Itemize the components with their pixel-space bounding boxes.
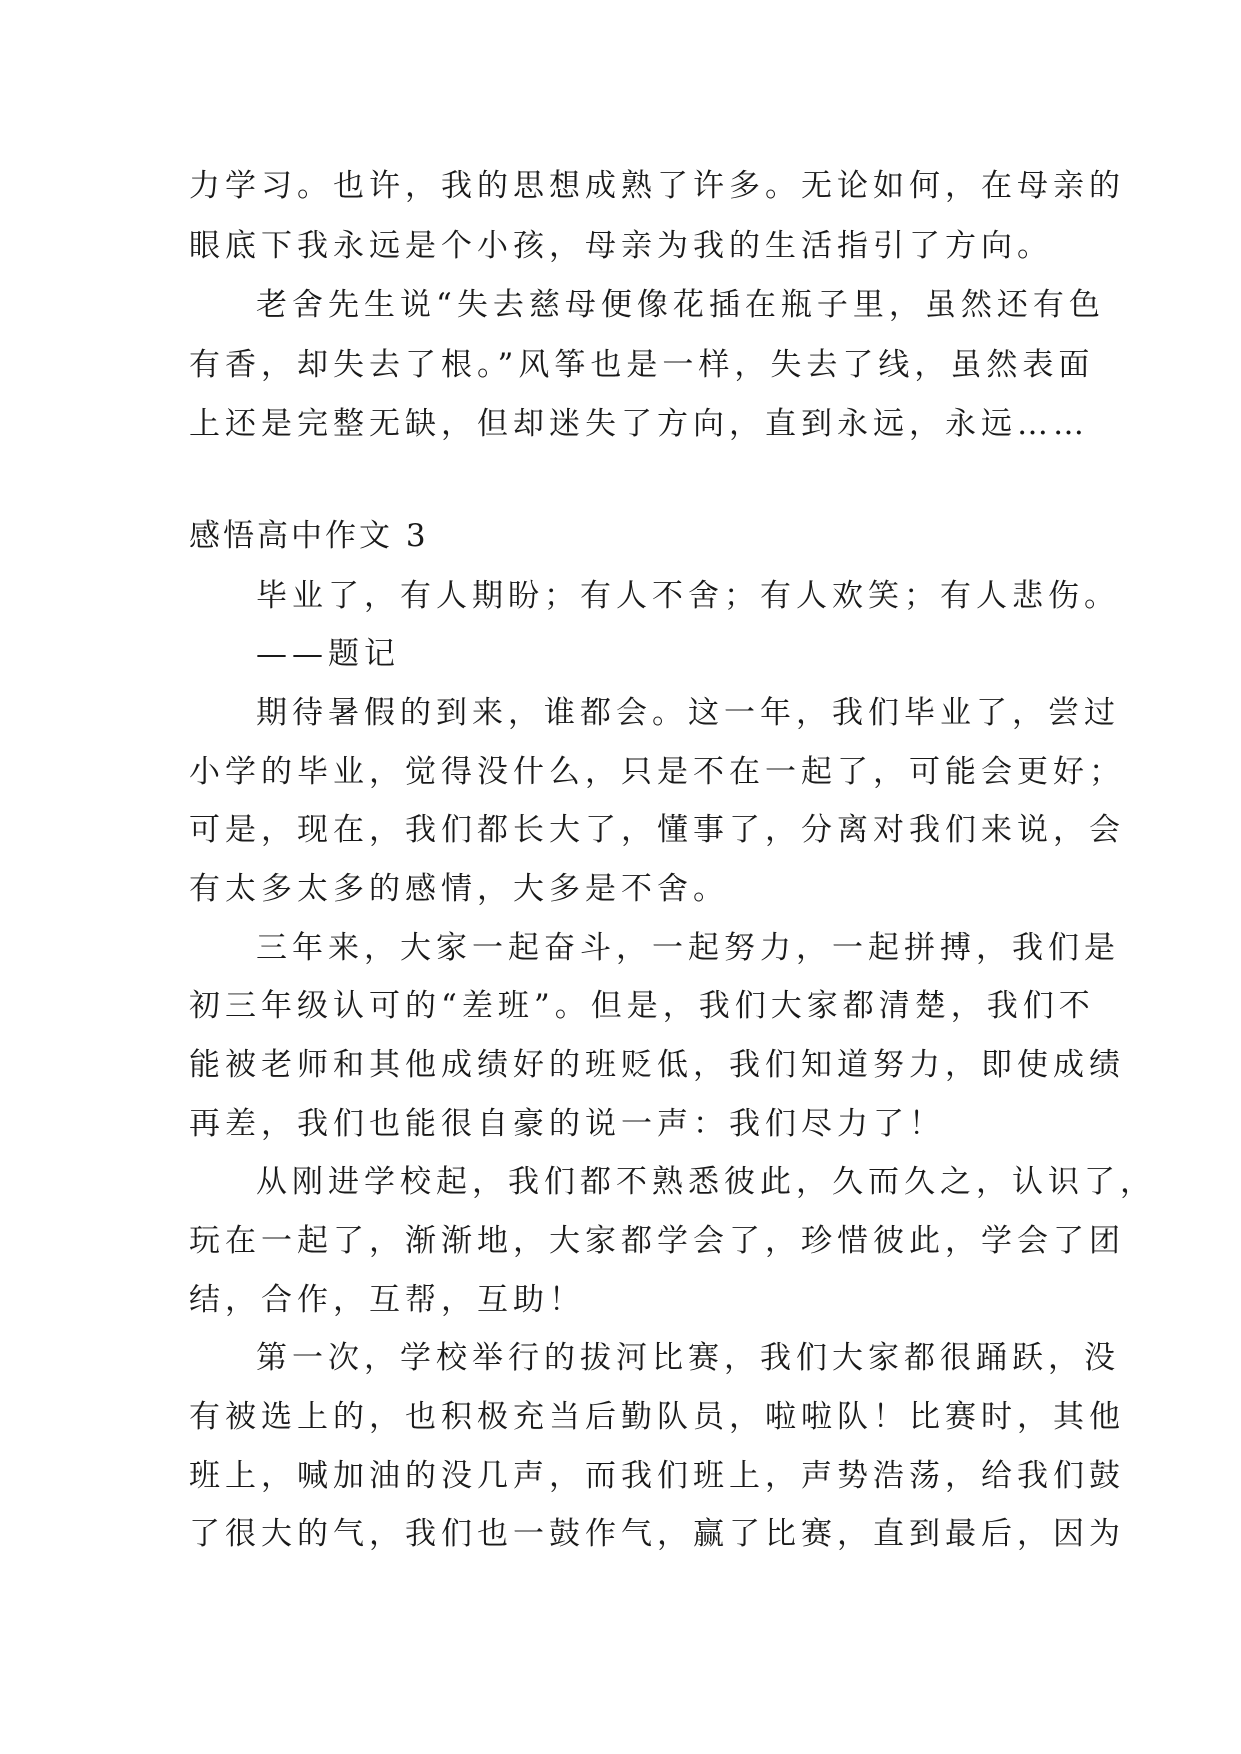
text-line: 有香，却失去了根。”风筝也是一样，失去了线，虽然表面 bbox=[189, 347, 1095, 383]
text-line: 再差，我们也能很自豪的说一声：我们尽力了！ bbox=[189, 1106, 945, 1142]
paragraph-first-line: 老舍先生说“失去慈母便像花插在瓶子里，虽然还有色 bbox=[256, 287, 1105, 323]
text-line: 班上，喊加油的没几声，而我们班上，声势浩荡，给我们鼓 bbox=[189, 1458, 1125, 1494]
section-heading: 感悟高中作文 3 bbox=[189, 518, 429, 554]
text-line: 能被老师和其他成绩好的班贬低，我们知道努力，即使成绩 bbox=[189, 1047, 1125, 1083]
paragraph-first-line: 第一次，学校举行的拔河比赛，我们大家都很踊跃，没 bbox=[256, 1340, 1120, 1376]
text-line: 了很大的气，我们也一鼓作气，赢了比赛，直到最后，因为 bbox=[189, 1516, 1125, 1552]
paragraph-first-line: 三年来，大家一起奋斗，一起努力，一起拼搏，我们是 bbox=[256, 930, 1120, 966]
text-line: 初三年级认可的“差班”。但是，我们大家都清楚，我们不 bbox=[189, 988, 1095, 1024]
text-line: 有太多太多的感情，大多是不舍。 bbox=[189, 871, 729, 907]
text-line: 眼底下我永远是个小孩，母亲为我的生活指引了方向。 bbox=[189, 228, 1053, 264]
text-line: 上还是完整无缺，但却迷失了方向，直到永远，永远…… bbox=[189, 406, 1089, 442]
text-line: 力学习。也许，我的思想成熟了许多。无论如何，在母亲的 bbox=[189, 168, 1125, 204]
text-line: 小学的毕业，觉得没什么，只是不在一起了，可能会更好； bbox=[189, 754, 1125, 790]
paragraph-first-line: 从刚进学校起，我们都不熟悉彼此，久而久之，认识了， bbox=[256, 1164, 1156, 1200]
epigraph-attribution: ——题记 bbox=[256, 636, 400, 672]
text-line: 有被选上的，也积极充当后勤队员，啦啦队！比赛时，其他 bbox=[189, 1399, 1125, 1435]
text-line: 玩在一起了，渐渐地，大家都学会了，珍惜彼此，学会了团 bbox=[189, 1223, 1125, 1259]
text-line: 可是，现在，我们都长大了，懂事了，分离对我们来说，会 bbox=[189, 812, 1125, 848]
paragraph-first-line: 期待暑假的到来，谁都会。这一年，我们毕业了，尝过 bbox=[256, 695, 1120, 731]
epigraph: 毕业了，有人期盼；有人不舍；有人欢笑；有人悲伤。 bbox=[256, 578, 1120, 614]
text-line: 结，合作，互帮，互助！ bbox=[189, 1282, 585, 1318]
